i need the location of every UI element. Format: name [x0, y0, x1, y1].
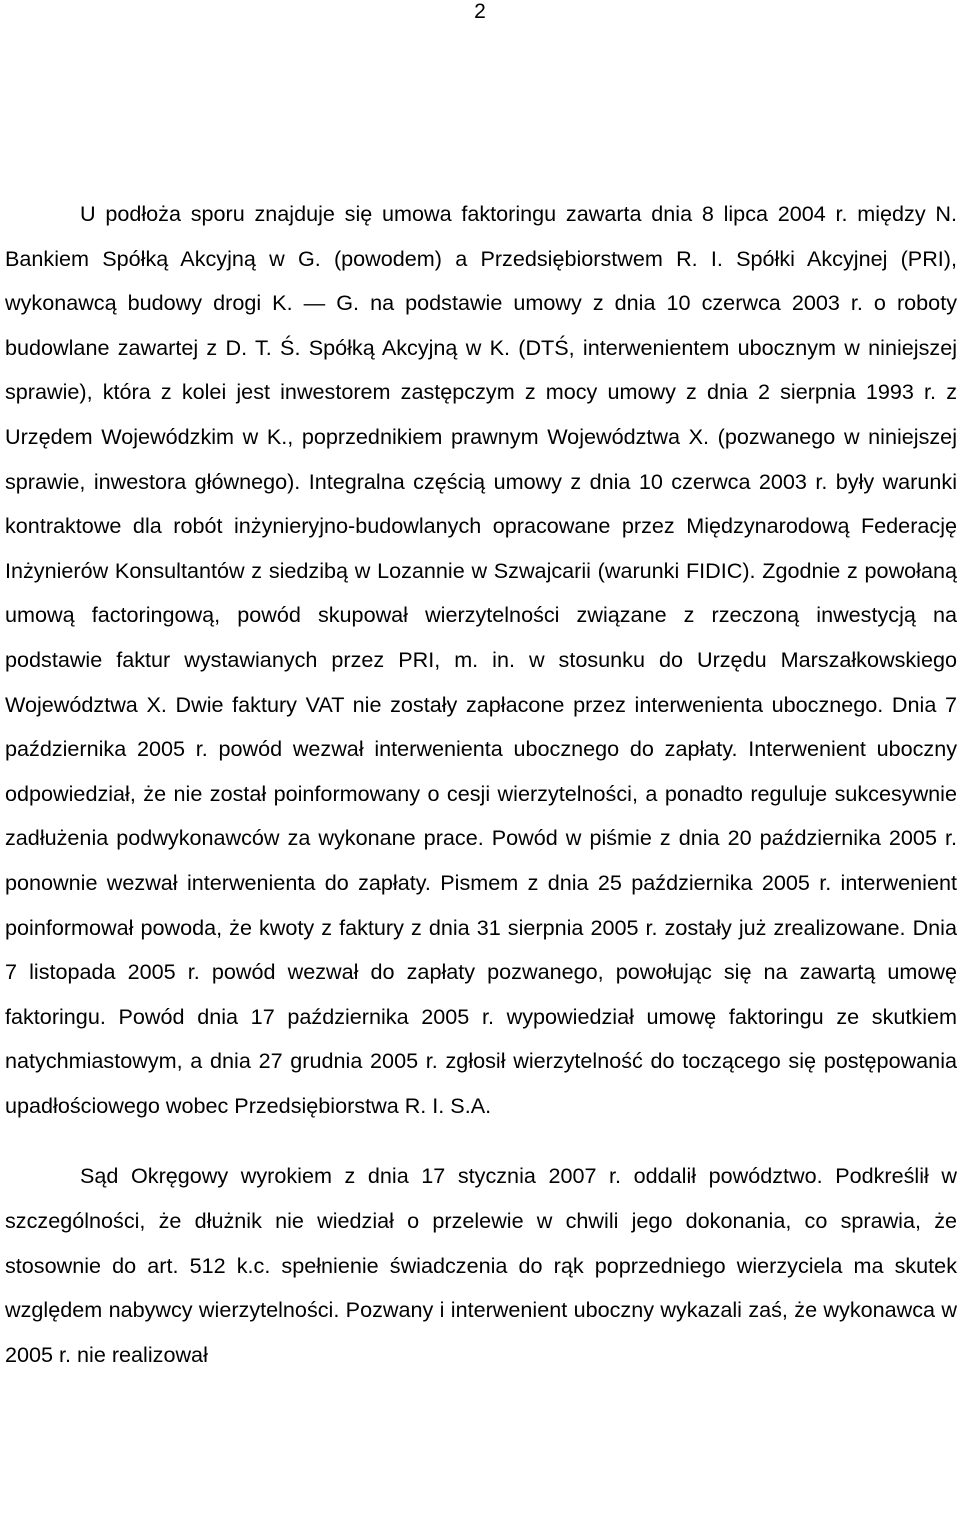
paragraph-court-ruling: Sąd Okręgowy wyrokiem z dnia 17 stycznia 2007 r. oddalił powództwo. Podkreślił w szczególności, że dłużnik nie wiedział o przelewie w chwili jego dokonania, co sprawia, że stosownie do art. 512 k.c. spełnienie świadczenia do rąk poprzedniego wierzyciela ma skutek względem nabywcy wierzytelności. Pozwany i interwenient uboczny wykazali zaś, że wykonawca w 2005 r. nie realizował [5, 1163, 957, 1367]
paragraph-facts: U podłoża sporu znajduje się umowa faktoringu zawarta dnia 8 lipca 2004 r. między N. Bankiem Spółką Akcyjną w G. (powodem) a Przedsiębiorstwem R. I. Spółki Akcyjnej (PRI), wykonawcą budowy drogi K. — G. na podstawie umowy z dnia 10 czerwca 2003 r. o roboty budowlane zawartej z D. T. Ś. Spółką Akcyjną w K. (DTŚ, interwenientem ubocznym w niniejszej sprawie), która z kolei jest inwestorem zastępczym z mocy umowy z dnia 2 sierpnia 1993 r. z Urzędem Wojewódzkim w K., poprzednikiem prawnym Województwa X. (pozwanego w niniejszej sprawie, inwestora głównego). Integralna częścią umowy z dnia 10 czerwca 2003 r. były warunki kontraktowe dla robót inżynieryjno-budowlanych opracowane przez Międzynarodową Federację Inżynierów Konsultantów z siedzibą w Lozannie w Szwajcarii (warunki FIDIC). Zgodnie z powołaną umową factoringową, powód skupował wierzytelności związane z rzeczoną inwestycją na podstawie faktur wystawianych przez PRI, m. in. w stosunku do Urzędu Marszałkowskiego Województwa X. Dwie faktury VAT nie zostały zapłacone przez interwenienta ubocznego. Dnia 7 października 2005 r. powód wezwał interwenienta ubocznego do zapłaty. Interwenient uboczny odpowiedział, że nie został poinformowany o cesji wierzytelności, a ponadto reguluje sukcesywnie zadłużenia podwykonawców za wykonane prace. Powód w piśmie z dnia 20 października 2005 r. ponownie wezwał interwenienta do zapłaty. Pismem z dnia 25 października 2005 r. interwenient poinformował powoda, że kwoty z faktury z dnia 31 sierpnia 2005 r. zostały już zrealizowane. Dnia 7 listopada 2005 r. powód wezwał do zapłaty pozwanego, powołując się na zawartą umowę faktoringu. Powód dnia 17 października 2005 r. wypowiedział umowę faktoringu ze skutkiem natychmiastowym, a dnia 27 grudnia 2005 r. zgłosił wierzytelność do toczącego się postępowania upadłościowego wobec Przedsiębiorstwa R. I. S.A. [5, 201, 957, 1118]
document-body [5, 192, 957, 1377]
page-number: 2 [474, 0, 486, 23]
